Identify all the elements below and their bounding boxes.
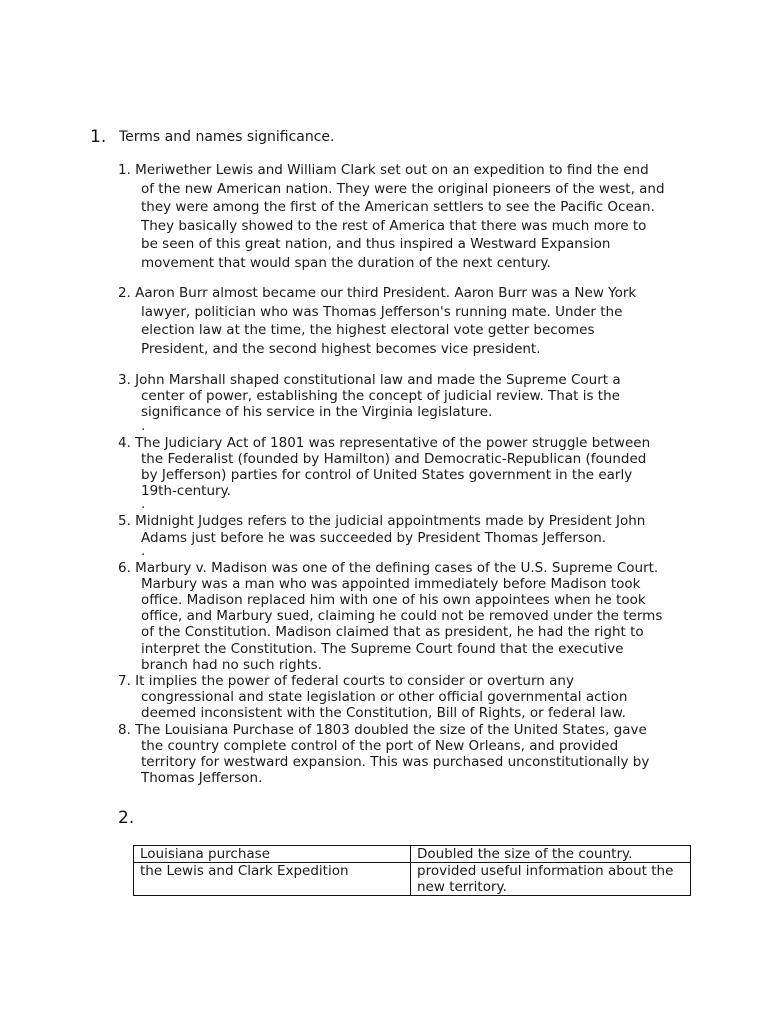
item-line: center of power, establishing the concept of judicial review. That is the	[141, 388, 620, 405]
item-line: of the Constitution. Madison claimed that as president, he had the right to	[141, 624, 644, 641]
item-line: 19th-century.	[141, 483, 231, 500]
item-line: interpret the Constitution. The Supreme Court found that the executive	[141, 640, 624, 657]
item-line: they were among the first of the American settlers to see the Pacific Ocean.	[141, 199, 655, 215]
list-item	[118, 722, 683, 787]
item-line: 3. John Marshall shaped constitutional law and made the Supreme Court a	[118, 372, 621, 388]
item-trailing-dot: .	[141, 542, 146, 559]
item-line: office. Madison replaced him with one of his own appointees when he took	[141, 592, 646, 609]
item-line: by Jefferson) parties for control of United States government in the early	[141, 466, 633, 483]
table-row	[134, 863, 691, 896]
item-line: Thomas Jefferson.	[141, 770, 263, 787]
item-line: be seen of this great nation, and thus inspired a Westward Expansion	[141, 236, 611, 252]
table-cell: Louisiana purchase	[134, 846, 411, 863]
table-row	[134, 846, 691, 863]
item-trailing-dot: .	[141, 496, 146, 513]
item-line: significance of his service in the Virginia legislature.	[141, 404, 493, 421]
item-line: deemed inconsistent with the Constitution, Bill of Rights, or federal law.	[141, 705, 626, 722]
item-line: 7. It implies the power of federal courts to consider or overturn any	[118, 673, 574, 689]
list-block	[118, 372, 683, 786]
table-cell: Doubled the size of the country.	[411, 846, 691, 863]
item-line: 6. Marbury v. Madison was one of the defining cases of the U.S. Supreme Court.	[118, 559, 659, 576]
list-item	[118, 372, 683, 435]
list-item	[118, 435, 683, 514]
table-cell: provided useful information about the new territory.	[411, 863, 691, 896]
list-item	[118, 673, 683, 722]
list-item	[118, 513, 683, 559]
list-item	[118, 560, 683, 673]
item-line: 5. Midnight Judges refers to the judicial appointments made by President John	[118, 513, 646, 530]
item-line: branch had no such rights.	[141, 656, 322, 673]
summary-table	[133, 845, 691, 896]
item-line: Adams just before he was succeeded by President Thomas Jefferson.	[141, 529, 607, 546]
item-line: They basically showed to the rest of America that there was much more to	[141, 217, 647, 234]
list-item	[118, 284, 683, 358]
item-line: 1. Meriwether Lewis and William Clark set out on an expedition to find the end	[118, 162, 649, 178]
item-line: office, and Marbury sued, claiming he could not be removed under the terms	[141, 608, 663, 625]
item-trailing-dot: .	[141, 417, 146, 434]
section-1-title: Terms and names significance.	[119, 129, 335, 145]
item-line: 2. Aaron Burr almost became our third President. Aaron Burr was a New York	[118, 285, 637, 301]
item-line: movement that would span the duration of the next century.	[141, 254, 551, 271]
item-line: 4. The Judiciary Act of 1801 was representative of the power struggle between	[118, 434, 651, 451]
list-item	[118, 161, 683, 272]
item-line: of the new American nation. They were the original pioneers of the west, and	[141, 180, 665, 197]
item-line: the Federalist (founded by Hamilton) and Democratic-Republican (founded	[141, 450, 647, 467]
item-line: President, and the second highest becomes vice president.	[141, 340, 541, 357]
item-line: election law at the time, the highest electoral vote getter becomes	[141, 322, 595, 338]
table-cell: the Lewis and Clark Expedition	[134, 863, 411, 896]
item-line: the country complete control of the port of New Orleans, and provided	[141, 737, 619, 754]
item-line: lawyer, politician who was Thomas Jefferson's running mate. Under the	[141, 303, 623, 320]
item-line: territory for westward expansion. This was purchased unconstitutionally by	[141, 753, 650, 770]
section-2-number: 2.	[118, 808, 135, 828]
item-line: congressional and state legislation or other official governmental action	[141, 689, 628, 706]
item-line: 8. The Louisiana Purchase of 1803 doubled the size of the United States, gave	[118, 721, 647, 738]
section-1-number: 1.	[90, 127, 107, 147]
item-line: Marbury was a man who was appointed immediately before Madison took	[141, 575, 641, 592]
